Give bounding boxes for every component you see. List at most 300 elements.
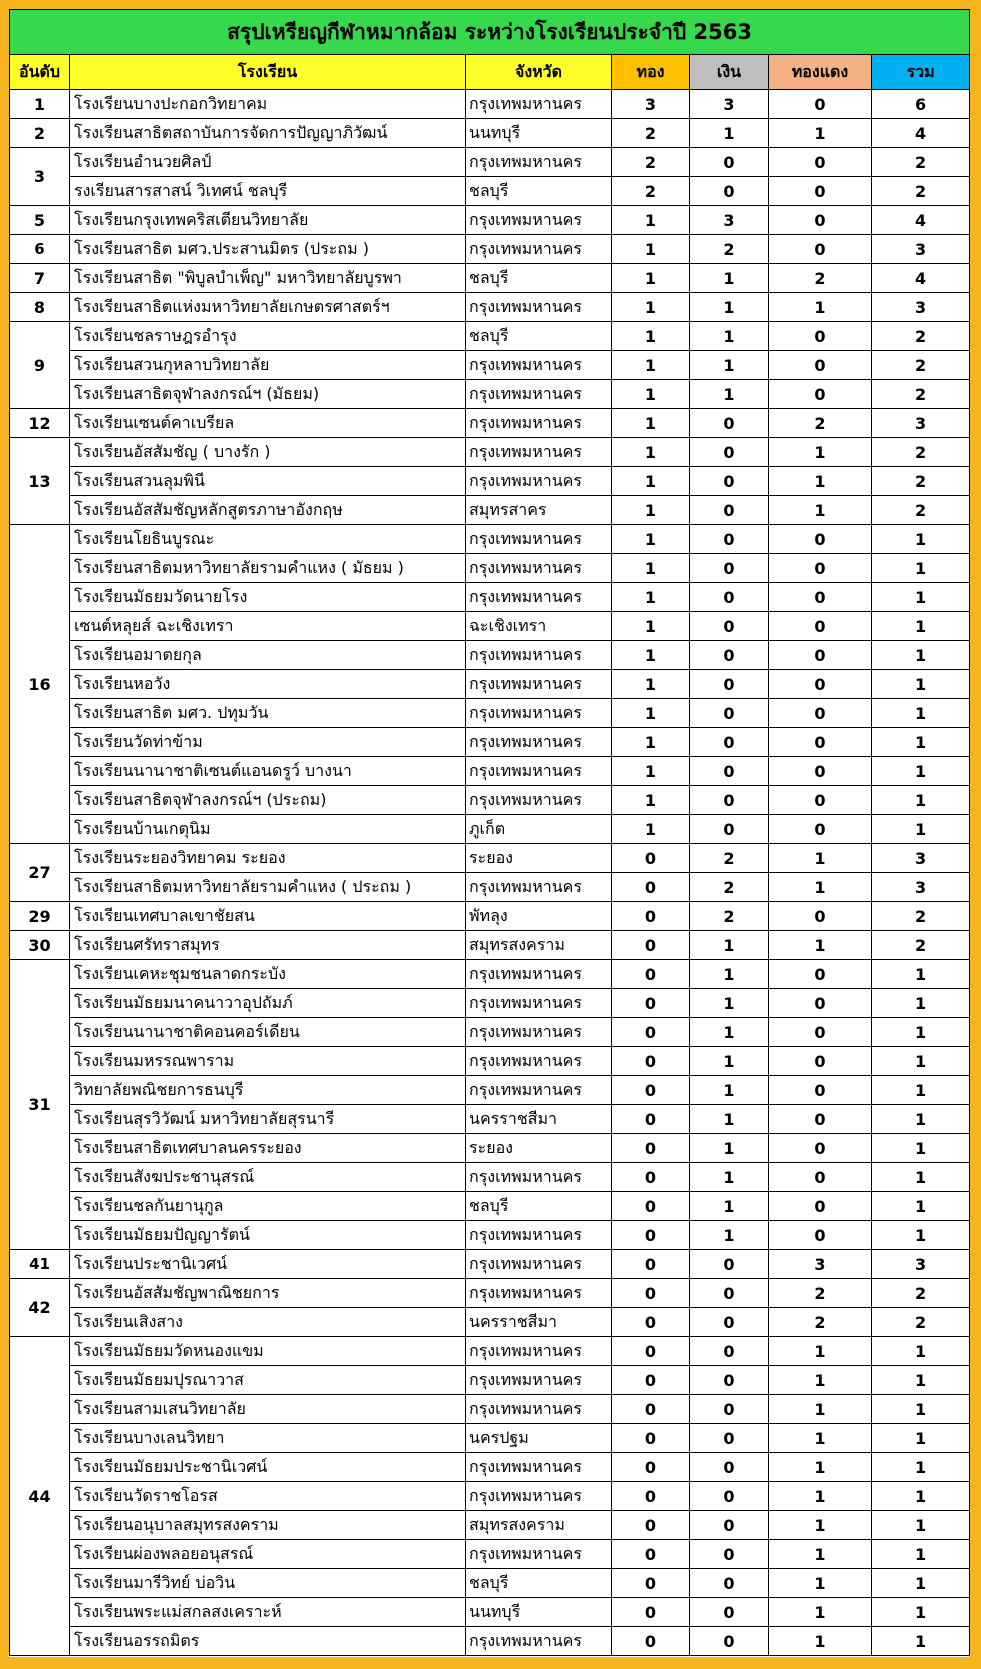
table-row xyxy=(10,119,970,148)
province-cell: กรุงเทพมหานคร xyxy=(466,1453,612,1482)
bronze-cell: 1 xyxy=(769,844,872,873)
table-row xyxy=(10,1279,970,1308)
silver-cell: 0 xyxy=(690,1598,769,1627)
rank-cell: 31 xyxy=(10,960,70,1250)
table-row xyxy=(10,699,970,728)
gold-cell: 1 xyxy=(612,699,690,728)
total-cell: 1 xyxy=(872,1453,970,1482)
table-row xyxy=(10,409,970,438)
school-cell: โรงเรียนชลกันยานุกูล xyxy=(70,1192,466,1221)
province-cell: ภูเก็ต xyxy=(466,815,612,844)
total-cell: 2 xyxy=(872,496,970,525)
rank-cell: 41 xyxy=(10,1250,70,1279)
school-cell: โรงเรียนสุรวิวัฒน์ มหาวิทยาลัยสุรนารี xyxy=(70,1105,466,1134)
province-cell: ชลบุรี xyxy=(466,322,612,351)
province-cell: ฉะเชิงเทรา xyxy=(466,612,612,641)
bronze-cell: 1 xyxy=(769,931,872,960)
gold-cell: 0 xyxy=(612,1279,690,1308)
gold-cell: 1 xyxy=(612,612,690,641)
table-row xyxy=(10,235,970,264)
province-cell: สมุทรสาคร xyxy=(466,496,612,525)
bronze-cell: 0 xyxy=(769,1018,872,1047)
table-row xyxy=(10,728,970,757)
rank-cell: 44 xyxy=(10,1337,70,1656)
gold-cell: 1 xyxy=(612,264,690,293)
bronze-cell: 1 xyxy=(769,467,872,496)
table-row xyxy=(10,1366,970,1395)
table-row xyxy=(10,1076,970,1105)
gold-cell: 0 xyxy=(612,931,690,960)
header-row xyxy=(10,55,970,90)
gold-cell: 1 xyxy=(612,786,690,815)
province-cell: สมุทรสงคราม xyxy=(466,931,612,960)
bronze-cell: 0 xyxy=(769,90,872,119)
silver-cell: 1 xyxy=(690,1105,769,1134)
gold-cell: 1 xyxy=(612,438,690,467)
table-row xyxy=(10,1250,970,1279)
bronze-cell: 1 xyxy=(769,1627,872,1656)
table-body xyxy=(10,90,970,1656)
bronze-cell: 3 xyxy=(769,1250,872,1279)
silver-cell: 0 xyxy=(690,554,769,583)
table-row xyxy=(10,757,970,786)
table-row xyxy=(10,902,970,931)
rank-cell: 30 xyxy=(10,931,70,960)
total-cell: 1 xyxy=(872,554,970,583)
rank-cell: 16 xyxy=(10,525,70,844)
silver-cell: 0 xyxy=(690,699,769,728)
table-row xyxy=(10,380,970,409)
total-cell: 4 xyxy=(872,206,970,235)
gold-cell: 0 xyxy=(612,1076,690,1105)
bronze-cell: 2 xyxy=(769,1308,872,1337)
province-cell: กรุงเทพมหานคร xyxy=(466,960,612,989)
silver-cell: 1 xyxy=(690,1076,769,1105)
table-row xyxy=(10,525,970,554)
school-cell: โรงเรียนสาธิตจุฬาลงกรณ์ฯ (มัธยม) xyxy=(70,380,466,409)
silver-cell: 0 xyxy=(690,612,769,641)
table-row xyxy=(10,148,970,177)
table-row xyxy=(10,438,970,467)
table-row xyxy=(10,1482,970,1511)
gold-cell: 1 xyxy=(612,206,690,235)
school-cell: วิทยาลัยพณิชยการธนบุรี xyxy=(70,1076,466,1105)
total-cell: 1 xyxy=(872,1511,970,1540)
school-cell: เซนต์หลุยส์ ฉะเชิงเทรา xyxy=(70,612,466,641)
school-cell: โรงเรียนเสิงสาง xyxy=(70,1308,466,1337)
gold-cell: 0 xyxy=(612,1569,690,1598)
silver-cell: 1 xyxy=(690,264,769,293)
total-cell: 1 xyxy=(872,728,970,757)
table-row xyxy=(10,1598,970,1627)
gold-cell: 0 xyxy=(612,960,690,989)
total-cell: 3 xyxy=(872,409,970,438)
total-cell: 1 xyxy=(872,1540,970,1569)
silver-cell: 0 xyxy=(690,1308,769,1337)
gold-cell: 0 xyxy=(612,1134,690,1163)
silver-cell: 0 xyxy=(690,757,769,786)
bronze-cell: 0 xyxy=(769,757,872,786)
table-row xyxy=(10,873,970,902)
bronze-cell: 0 xyxy=(769,1134,872,1163)
school-cell: โรงเรียนสังฆประชานุสรณ์ xyxy=(70,1163,466,1192)
rank-cell: 8 xyxy=(10,293,70,322)
silver-cell: 0 xyxy=(690,496,769,525)
gold-cell: 1 xyxy=(612,757,690,786)
bronze-cell: 0 xyxy=(769,1192,872,1221)
province-cell: กรุงเทพมหานคร xyxy=(466,641,612,670)
bronze-cell: 0 xyxy=(769,960,872,989)
total-cell: 1 xyxy=(872,1424,970,1453)
bronze-cell: 1 xyxy=(769,1598,872,1627)
gold-cell: 1 xyxy=(612,235,690,264)
gold-cell: 0 xyxy=(612,1453,690,1482)
silver-cell: 0 xyxy=(690,815,769,844)
table-row xyxy=(10,1569,970,1598)
silver-cell: 1 xyxy=(690,322,769,351)
total-cell: 2 xyxy=(872,177,970,206)
bronze-cell: 1 xyxy=(769,1395,872,1424)
bronze-cell: 0 xyxy=(769,1221,872,1250)
school-cell: โรงเรียนสาธิตมหาวิทยาลัยรามคำแหง ( มัธยม ) xyxy=(70,554,466,583)
total-cell: 3 xyxy=(872,235,970,264)
total-cell: 1 xyxy=(872,1134,970,1163)
table-row xyxy=(10,206,970,235)
gold-cell: 2 xyxy=(612,119,690,148)
bronze-cell: 0 xyxy=(769,699,872,728)
silver-cell: 3 xyxy=(690,206,769,235)
bronze-cell: 0 xyxy=(769,554,872,583)
province-cell: กรุงเทพมหานคร xyxy=(466,728,612,757)
gold-cell: 1 xyxy=(612,670,690,699)
school-cell: โรงเรียนอัสสัมชัญหลักสูตรภาษาอังกฤษ xyxy=(70,496,466,525)
silver-cell: 0 xyxy=(690,525,769,554)
province-cell: กรุงเทพมหานคร xyxy=(466,699,612,728)
province-cell: กรุงเทพมหานคร xyxy=(466,757,612,786)
rank-cell: 3 xyxy=(10,148,70,206)
total-cell: 1 xyxy=(872,815,970,844)
silver-cell: 0 xyxy=(690,728,769,757)
bronze-cell: 0 xyxy=(769,177,872,206)
total-cell: 1 xyxy=(872,1163,970,1192)
total-cell: 4 xyxy=(872,264,970,293)
total-cell: 1 xyxy=(872,1366,970,1395)
gold-cell: 1 xyxy=(612,554,690,583)
gold-cell: 0 xyxy=(612,1424,690,1453)
silver-cell: 1 xyxy=(690,989,769,1018)
table-row xyxy=(10,641,970,670)
header-school: โรงเรียน xyxy=(70,55,466,90)
bronze-cell: 1 xyxy=(769,1453,872,1482)
school-cell: โรงเรียนเทศบาลเขาชัยสน xyxy=(70,902,466,931)
silver-cell: 1 xyxy=(690,1018,769,1047)
table-row xyxy=(10,1018,970,1047)
table-row xyxy=(10,786,970,815)
bronze-cell: 0 xyxy=(769,1105,872,1134)
bronze-cell: 0 xyxy=(769,148,872,177)
gold-cell: 3 xyxy=(612,90,690,119)
gold-cell: 1 xyxy=(612,728,690,757)
rank-cell: 13 xyxy=(10,438,70,525)
table-row xyxy=(10,264,970,293)
province-cell: กรุงเทพมหานคร xyxy=(466,989,612,1018)
province-cell: กรุงเทพมหานคร xyxy=(466,1076,612,1105)
school-cell: โรงเรียนชลราษฎรอำรุง xyxy=(70,322,466,351)
total-cell: 2 xyxy=(872,148,970,177)
gold-cell: 0 xyxy=(612,1482,690,1511)
table-row xyxy=(10,1192,970,1221)
bronze-cell: 1 xyxy=(769,438,872,467)
table-row xyxy=(10,351,970,380)
school-cell: โรงเรียนสาธิต มศว.ประสานมิตร (ประถม ) xyxy=(70,235,466,264)
province-cell: กรุงเทพมหานคร xyxy=(466,1221,612,1250)
silver-cell: 0 xyxy=(690,583,769,612)
silver-cell: 1 xyxy=(690,1134,769,1163)
total-cell: 2 xyxy=(872,380,970,409)
medal-table xyxy=(9,9,970,1656)
total-cell: 1 xyxy=(872,1221,970,1250)
gold-cell: 0 xyxy=(612,1511,690,1540)
school-cell: โรงเรียนบ้านเกตุนิม xyxy=(70,815,466,844)
medal-summary-sheet xyxy=(9,9,969,1657)
bronze-cell: 0 xyxy=(769,989,872,1018)
table-row xyxy=(10,1047,970,1076)
gold-cell: 0 xyxy=(612,1250,690,1279)
bronze-cell: 0 xyxy=(769,670,872,699)
province-cell: กรุงเทพมหานคร xyxy=(466,554,612,583)
school-cell: โรงเรียนบางปะกอกวิทยาคม xyxy=(70,90,466,119)
province-cell: สมุทรสงคราม xyxy=(466,1511,612,1540)
school-cell: โรงเรียนอมาตยกุล xyxy=(70,641,466,670)
school-cell: โรงเรียนศรัทราสมุทร xyxy=(70,931,466,960)
header-bronze: ทองแดง xyxy=(769,55,872,90)
total-cell: 1 xyxy=(872,641,970,670)
province-cell: กรุงเทพมหานคร xyxy=(466,670,612,699)
province-cell: กรุงเทพมหานคร xyxy=(466,206,612,235)
table-row xyxy=(10,293,970,322)
silver-cell: 0 xyxy=(690,467,769,496)
school-cell: โรงเรียนอำนวยศิลป์ xyxy=(70,148,466,177)
rank-cell: 27 xyxy=(10,844,70,902)
table-row xyxy=(10,554,970,583)
gold-cell: 0 xyxy=(612,873,690,902)
header-rank: อันดับ xyxy=(10,55,70,90)
table-row xyxy=(10,1395,970,1424)
gold-cell: 1 xyxy=(612,293,690,322)
rank-cell: 29 xyxy=(10,902,70,931)
school-cell: โรงเรียนสาธิต "พิบูลบำเพ็ญ" มหาวิทยาลัยบูรพา xyxy=(70,264,466,293)
total-cell: 2 xyxy=(872,902,970,931)
school-cell: โรงเรียนนานาชาติคอนคอร์เดียน xyxy=(70,1018,466,1047)
gold-cell: 0 xyxy=(612,1540,690,1569)
silver-cell: 0 xyxy=(690,1453,769,1482)
bronze-cell: 1 xyxy=(769,1482,872,1511)
bronze-cell: 0 xyxy=(769,641,872,670)
school-cell: โรงเรียนอัสสัมชัญ ( บางรัก ) xyxy=(70,438,466,467)
rank-cell: 6 xyxy=(10,235,70,264)
table-row xyxy=(10,960,970,989)
silver-cell: 3 xyxy=(690,90,769,119)
table-row xyxy=(10,1453,970,1482)
school-cell: โรงเรียนวัดท่าข้าม xyxy=(70,728,466,757)
total-cell: 4 xyxy=(872,119,970,148)
gold-cell: 1 xyxy=(612,467,690,496)
province-cell: ชลบุรี xyxy=(466,177,612,206)
school-cell: โรงเรียนมัธยมปุรณาวาส xyxy=(70,1366,466,1395)
silver-cell: 0 xyxy=(690,641,769,670)
silver-cell: 1 xyxy=(690,1163,769,1192)
total-cell: 1 xyxy=(872,1482,970,1511)
silver-cell: 0 xyxy=(690,177,769,206)
total-cell: 1 xyxy=(872,989,970,1018)
gold-cell: 0 xyxy=(612,1163,690,1192)
silver-cell: 0 xyxy=(690,1569,769,1598)
table-row xyxy=(10,1308,970,1337)
total-cell: 2 xyxy=(872,467,970,496)
total-cell: 1 xyxy=(872,1337,970,1366)
school-cell: โรงเรียนสวนลุมพินี xyxy=(70,467,466,496)
table-row xyxy=(10,1337,970,1366)
bronze-cell: 0 xyxy=(769,1163,872,1192)
gold-cell: 0 xyxy=(612,1366,690,1395)
table-row xyxy=(10,90,970,119)
gold-cell: 0 xyxy=(612,844,690,873)
header-province: จังหวัด xyxy=(466,55,612,90)
gold-cell: 1 xyxy=(612,496,690,525)
province-cell: กรุงเทพมหานคร xyxy=(466,90,612,119)
school-cell: โรงเรียนประชานิเวศน์ xyxy=(70,1250,466,1279)
province-cell: กรุงเทพมหานคร xyxy=(466,786,612,815)
silver-cell: 0 xyxy=(690,1511,769,1540)
table-row xyxy=(10,931,970,960)
silver-cell: 0 xyxy=(690,1366,769,1395)
total-cell: 1 xyxy=(872,699,970,728)
table-row xyxy=(10,1221,970,1250)
school-cell: โรงเรียนสาธิตจุฬาลงกรณ์ฯ (ประถม) xyxy=(70,786,466,815)
school-cell: โรงเรียนมัธยมวัดนายโรง xyxy=(70,583,466,612)
gold-cell: 2 xyxy=(612,177,690,206)
province-cell: ชลบุรี xyxy=(466,264,612,293)
silver-cell: 0 xyxy=(690,1540,769,1569)
gold-cell: 1 xyxy=(612,322,690,351)
gold-cell: 0 xyxy=(612,1598,690,1627)
silver-cell: 2 xyxy=(690,902,769,931)
total-cell: 3 xyxy=(872,293,970,322)
silver-cell: 1 xyxy=(690,960,769,989)
total-cell: 1 xyxy=(872,583,970,612)
school-cell: โรงเรียนระยองวิทยาคม ระยอง xyxy=(70,844,466,873)
school-cell: โรงเรียนสาธิตเทศบาลนครระยอง xyxy=(70,1134,466,1163)
gold-cell: 0 xyxy=(612,1047,690,1076)
province-cell: กรุงเทพมหานคร xyxy=(466,583,612,612)
gold-cell: 0 xyxy=(612,1018,690,1047)
gold-cell: 0 xyxy=(612,1192,690,1221)
school-cell: โรงเรียนกรุงเทพคริสเตียนวิทยาลัย xyxy=(70,206,466,235)
header-silver: เงิน xyxy=(690,55,769,90)
silver-cell: 2 xyxy=(690,844,769,873)
total-cell: 1 xyxy=(872,1395,970,1424)
silver-cell: 2 xyxy=(690,235,769,264)
gold-cell: 2 xyxy=(612,148,690,177)
gold-cell: 1 xyxy=(612,409,690,438)
school-cell: โรงเรียนอนุบาลสมุทรสงคราม xyxy=(70,1511,466,1540)
total-cell: 1 xyxy=(872,1192,970,1221)
bronze-cell: 1 xyxy=(769,119,872,148)
silver-cell: 0 xyxy=(690,670,769,699)
school-cell: โรงเรียนหอวัง xyxy=(70,670,466,699)
total-cell: 2 xyxy=(872,322,970,351)
gold-cell: 0 xyxy=(612,902,690,931)
province-cell: นครราชสีมา xyxy=(466,1308,612,1337)
header-total: รวม xyxy=(872,55,970,90)
rank-cell: 1 xyxy=(10,90,70,119)
total-cell: 1 xyxy=(872,1569,970,1598)
table-row xyxy=(10,467,970,496)
school-cell: โรงเรียนสาธิตมหาวิทยาลัยรามคำแหง ( ประถม ) xyxy=(70,873,466,902)
bronze-cell: 1 xyxy=(769,1424,872,1453)
gold-cell: 1 xyxy=(612,380,690,409)
bronze-cell: 0 xyxy=(769,815,872,844)
table-row xyxy=(10,612,970,641)
silver-cell: 0 xyxy=(690,148,769,177)
silver-cell: 2 xyxy=(690,873,769,902)
bronze-cell: 1 xyxy=(769,1511,872,1540)
total-cell: 2 xyxy=(872,931,970,960)
school-cell: โรงเรียนอัสสัมชัญพาณิชยการ xyxy=(70,1279,466,1308)
total-cell: 2 xyxy=(872,438,970,467)
bronze-cell: 2 xyxy=(769,264,872,293)
rank-cell: 42 xyxy=(10,1279,70,1337)
total-cell: 1 xyxy=(872,1105,970,1134)
silver-cell: 0 xyxy=(690,1482,769,1511)
school-cell: โรงเรียนมารีวิทย์ บ่อวิน xyxy=(70,1569,466,1598)
total-cell: 1 xyxy=(872,525,970,554)
total-cell: 1 xyxy=(872,1627,970,1656)
province-cell: นนทบุรี xyxy=(466,119,612,148)
province-cell: ระยอง xyxy=(466,844,612,873)
school-cell: โรงเรียนสาธิตสถาบันการจัดการปัญญาภิวัฒน์ xyxy=(70,119,466,148)
bronze-cell: 0 xyxy=(769,786,872,815)
table-row xyxy=(10,670,970,699)
silver-cell: 0 xyxy=(690,786,769,815)
silver-cell: 1 xyxy=(690,931,769,960)
bronze-cell: 1 xyxy=(769,1366,872,1395)
bronze-cell: 1 xyxy=(769,496,872,525)
school-cell: โรงเรียนบางเลนวิทยา xyxy=(70,1424,466,1453)
gold-cell: 0 xyxy=(612,1395,690,1424)
province-cell: กรุงเทพมหานคร xyxy=(466,293,612,322)
silver-cell: 0 xyxy=(690,1627,769,1656)
table-row xyxy=(10,844,970,873)
province-cell: กรุงเทพมหานคร xyxy=(466,1540,612,1569)
table-row xyxy=(10,1163,970,1192)
table-row xyxy=(10,1511,970,1540)
province-cell: กรุงเทพมหานคร xyxy=(466,1250,612,1279)
province-cell: กรุงเทพมหานคร xyxy=(466,351,612,380)
total-cell: 1 xyxy=(872,1018,970,1047)
silver-cell: 0 xyxy=(690,1337,769,1366)
silver-cell: 1 xyxy=(690,1221,769,1250)
school-cell: โรงเรียนนานาชาติเซนต์แอนดรูว์ บางนา xyxy=(70,757,466,786)
total-cell: 1 xyxy=(872,1076,970,1105)
rank-cell: 9 xyxy=(10,322,70,409)
bronze-cell: 0 xyxy=(769,322,872,351)
silver-cell: 1 xyxy=(690,351,769,380)
school-cell: โรงเรียนเคหะชุมชนลาดกระบัง xyxy=(70,960,466,989)
bronze-cell: 1 xyxy=(769,1337,872,1366)
silver-cell: 1 xyxy=(690,119,769,148)
total-cell: 3 xyxy=(872,1250,970,1279)
